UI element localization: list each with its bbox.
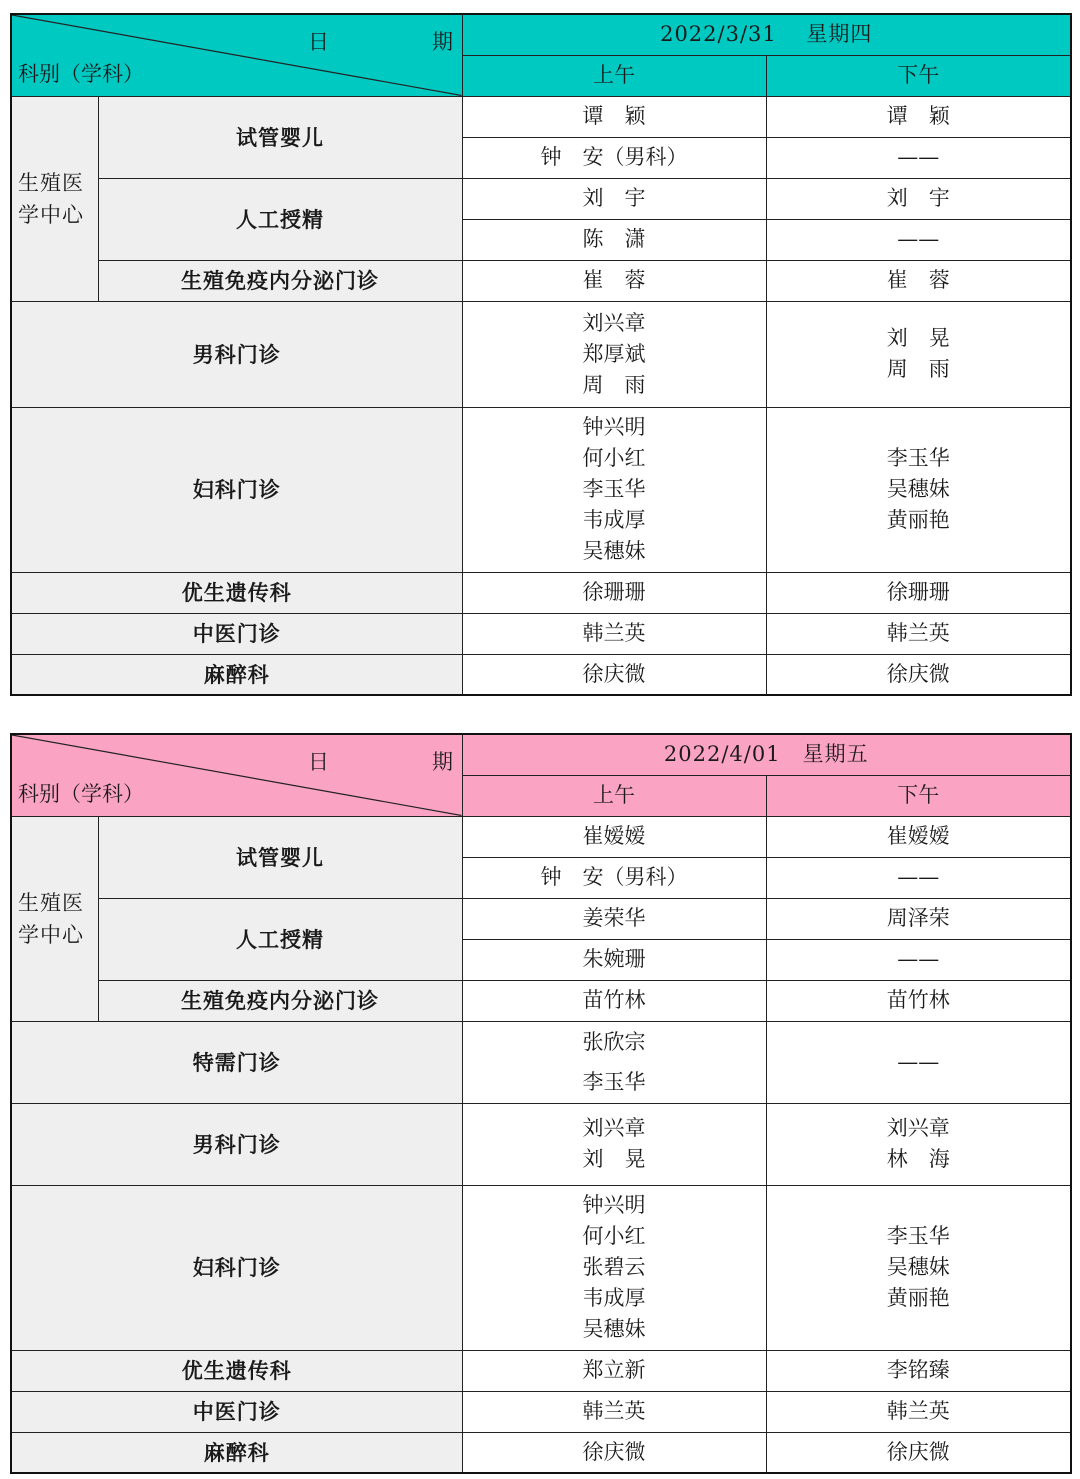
- dept-immuno: 生殖免疫内分泌门诊: [98, 260, 462, 301]
- ai-pm-2: ——: [766, 219, 1071, 260]
- doctor-name: 刘 晃: [582, 1147, 646, 1171]
- dept-gyn: 妇科门诊: [11, 407, 462, 572]
- dept-gyn: 妇科门诊: [11, 1185, 462, 1350]
- anes-pm: 徐庆微: [766, 654, 1071, 695]
- dept-genetic: 优生遗传科: [11, 572, 462, 613]
- gyn-am: [462, 1185, 766, 1350]
- ivf-pm-2: ——: [766, 857, 1071, 898]
- doctor-name: 黄丽艳: [886, 1286, 950, 1310]
- pm-header: 下午: [766, 55, 1071, 96]
- tcm-pm: 韩兰英: [766, 613, 1071, 654]
- doctor-name: 李玉华: [582, 1070, 646, 1094]
- dept-anes: 麻醉科: [11, 1432, 462, 1473]
- header-date-label-2: 期: [432, 750, 453, 774]
- tcm-pm: 韩兰英: [766, 1391, 1071, 1432]
- doctor-name: 张欣宗: [582, 1030, 646, 1054]
- dept-immuno: 生殖免疫内分泌门诊: [98, 980, 462, 1021]
- group-reproductive-center: [11, 96, 98, 301]
- date-header: 2022/3/31 星期四: [462, 14, 1071, 55]
- dept-ivf: 试管婴儿: [98, 816, 462, 898]
- ai-am-1: 刘 宇: [462, 178, 766, 219]
- doctor-name: 李玉华: [886, 1224, 950, 1248]
- dept-andro: 男科门诊: [11, 1103, 462, 1185]
- doctor-name: 张碧云: [582, 1255, 646, 1279]
- doctor-name: 吴穗妹: [582, 539, 646, 563]
- header-date-label: 日: [308, 750, 329, 774]
- immuno-pm: 苗竹林: [766, 980, 1071, 1021]
- ivf-am-1: 谭 颖: [462, 96, 766, 137]
- tcm-am: 韩兰英: [462, 1391, 766, 1432]
- doctor-name: 郑厚斌: [582, 341, 646, 366]
- dept-ivf: 试管婴儿: [98, 96, 462, 178]
- doctor-name: 林 海: [886, 1147, 950, 1171]
- am-header: 上午: [462, 775, 766, 816]
- andro-pm: [766, 1103, 1071, 1185]
- ai-am-2: 陈 潇: [462, 219, 766, 260]
- genetic-pm: 李铭臻: [766, 1350, 1071, 1391]
- dept-andro: 男科门诊: [11, 301, 462, 407]
- schedule-table-2022-03-31: [10, 13, 1072, 696]
- header-dept-label: 科别（学科）: [18, 782, 144, 806]
- dept-ai: 人工授精: [98, 178, 462, 260]
- dept-genetic: 优生遗传科: [11, 1350, 462, 1391]
- immuno-am: 崔 蓉: [462, 260, 766, 301]
- genetic-pm: 徐珊珊: [766, 572, 1071, 613]
- group-label: 生殖医 学中心: [18, 890, 84, 947]
- doctor-name: 吴穗妹: [886, 477, 950, 501]
- andro-am: [462, 301, 766, 407]
- ivf-pm-2: ——: [766, 137, 1071, 178]
- immuno-pm: 崔 蓉: [766, 260, 1071, 301]
- dept-tcm: 中医门诊: [11, 613, 462, 654]
- doctor-name: 钟兴明: [582, 1193, 646, 1217]
- andro-pm: [766, 301, 1071, 407]
- doctor-name: 钟兴明: [582, 415, 646, 439]
- doctor-name: 韦成厚: [582, 1286, 646, 1310]
- header-date-label-2: 期: [432, 30, 453, 54]
- header-dept-label: 科别（学科）: [18, 62, 144, 86]
- dept-ai: 人工授精: [98, 898, 462, 980]
- doctor-name: 韦成厚: [582, 508, 646, 532]
- doctor-name: 吴穗妹: [886, 1255, 950, 1279]
- doctor-name: 刘兴章: [886, 1116, 950, 1140]
- gyn-pm: [766, 407, 1071, 572]
- doctor-name: 刘兴章: [582, 310, 646, 335]
- gyn-pm: [766, 1185, 1071, 1350]
- doctor-name: 何小红: [582, 446, 646, 470]
- immuno-am: 苗竹林: [462, 980, 766, 1021]
- group-reproductive-center: [11, 816, 98, 1021]
- ai-pm-1: 刘 宇: [766, 178, 1071, 219]
- date-header: 2022/4/01 星期五: [462, 734, 1071, 775]
- andro-am: [462, 1103, 766, 1185]
- anes-pm: 徐庆微: [766, 1432, 1071, 1473]
- doctor-name: 周 雨: [582, 372, 646, 397]
- genetic-am: 徐珊珊: [462, 572, 766, 613]
- doctor-name: 李玉华: [886, 446, 950, 470]
- dept-special: 特需门诊: [11, 1021, 462, 1103]
- group-label: 生殖医 学中心: [18, 170, 84, 227]
- anes-am: 徐庆微: [462, 654, 766, 695]
- genetic-am: 郑立新: [462, 1350, 766, 1391]
- schedule-table-2022-04-01: [10, 733, 1072, 1474]
- tcm-am: 韩兰英: [462, 613, 766, 654]
- anes-am: 徐庆微: [462, 1432, 766, 1473]
- header-diagonal-cell: [11, 14, 462, 96]
- gyn-am: [462, 407, 766, 572]
- ai-am-2: 朱婉珊: [462, 939, 766, 980]
- am-header: 上午: [462, 55, 766, 96]
- ivf-am-2: 钟 安（男科）: [462, 137, 766, 178]
- doctor-name: 刘兴章: [582, 1116, 646, 1140]
- special-am: [462, 1021, 766, 1103]
- doctor-name: 刘 晃: [886, 326, 950, 350]
- ivf-am-2: 钟 安（男科）: [462, 857, 766, 898]
- dept-tcm: 中医门诊: [11, 1391, 462, 1432]
- doctor-name: 吴穗妹: [582, 1317, 646, 1341]
- doctor-name: 周 雨: [886, 357, 950, 381]
- ai-pm-2: ——: [766, 939, 1071, 980]
- ivf-pm-1: 谭 颖: [766, 96, 1071, 137]
- ivf-am-1: 崔嫒嫒: [462, 816, 766, 857]
- doctor-name: 黄丽艳: [886, 508, 950, 532]
- ai-pm-1: 周泽荣: [766, 898, 1071, 939]
- ai-am-1: 姜荣华: [462, 898, 766, 939]
- pm-header: 下午: [766, 775, 1071, 816]
- dept-anes: 麻醉科: [11, 654, 462, 695]
- doctor-name: 李玉华: [582, 477, 646, 501]
- header-date-label: 日: [308, 30, 329, 54]
- doctor-name: 何小红: [582, 1224, 646, 1248]
- special-pm: ——: [766, 1021, 1071, 1103]
- header-diagonal-cell: [11, 734, 462, 816]
- ivf-pm-1: 崔嫒嫒: [766, 816, 1071, 857]
